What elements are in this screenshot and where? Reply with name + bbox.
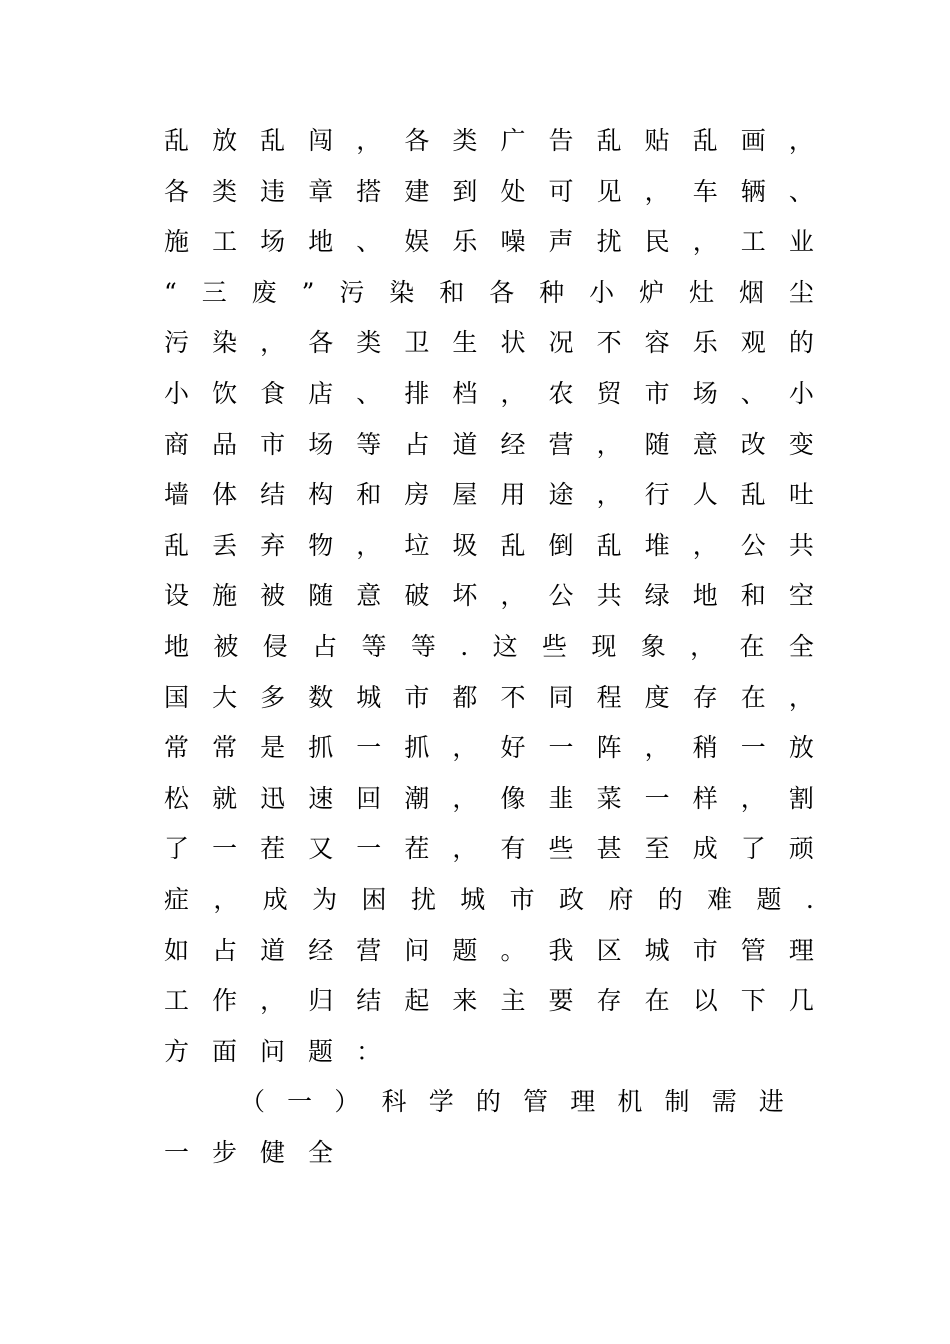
section-heading-continuation: 一 步 健 全 <box>164 1137 334 1167</box>
body-text <box>164 116 814 1178</box>
text-line: 了 一 茬 又 一 茬 ， 有 些 甚 至 成 了 顽 <box>164 834 814 864</box>
text-line: 墙 体 结 构 和 房 屋 用 途 ， 行 人 乱 吐 <box>164 480 814 510</box>
text-line: 设 施 被 随 意 破 坏 ， 公 共 绿 地 和 空 <box>164 581 814 611</box>
text-line: 国 大 多 数 城 市 都 不 同 程 度 存 在 ， <box>164 682 814 712</box>
text-line: 症 ， 成 为 困 扰 城 市 政 府 的 难 题 . <box>164 884 814 914</box>
text-line: 施 工 场 地 、 娱 乐 噪 声 扰 民 ， 工 业 <box>164 227 814 257</box>
text-line: 小 饮 食 店 、 排 档 ， 农 贸 市 场 、 小 <box>164 378 814 408</box>
text-line: 地 被 侵 占 等 等 . 这 些 现 象 ， 在 全 <box>164 631 814 661</box>
text-line: 工 作 ， 归 结 起 来 主 要 存 在 以 下 几 <box>164 986 814 1016</box>
text-line: 污 染 ， 各 类 卫 生 状 况 不 容 乐 观 的 <box>164 328 814 358</box>
text-line: 商 品 市 场 等 占 道 经 营 ， 随 意 改 变 <box>164 429 814 459</box>
text-line: 乱 放 乱 闯 ， 各 类 广 告 乱 贴 乱 画 ， <box>164 126 814 155</box>
text-line: 各 类 违 章 搭 建 到 处 可 见 ， 车 辆 、 <box>164 176 814 206</box>
text-line: 松 就 迅 速 回 潮 ， 像 韭 菜 一 样 ， 割 <box>164 783 814 813</box>
text-line: 方 面 问 题 ： <box>164 1036 382 1066</box>
text-line: “ 三 废 ” 污 染 和 各 种 小 炉 灶 烟 尘 <box>164 277 814 307</box>
section-heading: （ 一 ） 科 学 的 管 理 机 制 需 进 <box>240 1087 784 1117</box>
text-line: 常 常 是 抓 一 抓 ， 好 一 阵 ， 稍 一 放 <box>164 733 814 763</box>
text-line: 如 占 道 经 营 问 题 。 我 区 城 市 管 理 <box>164 935 814 965</box>
text-line: 乱 丢 弃 物 ， 垃 圾 乱 倒 乱 堆 ， 公 共 <box>164 530 814 560</box>
